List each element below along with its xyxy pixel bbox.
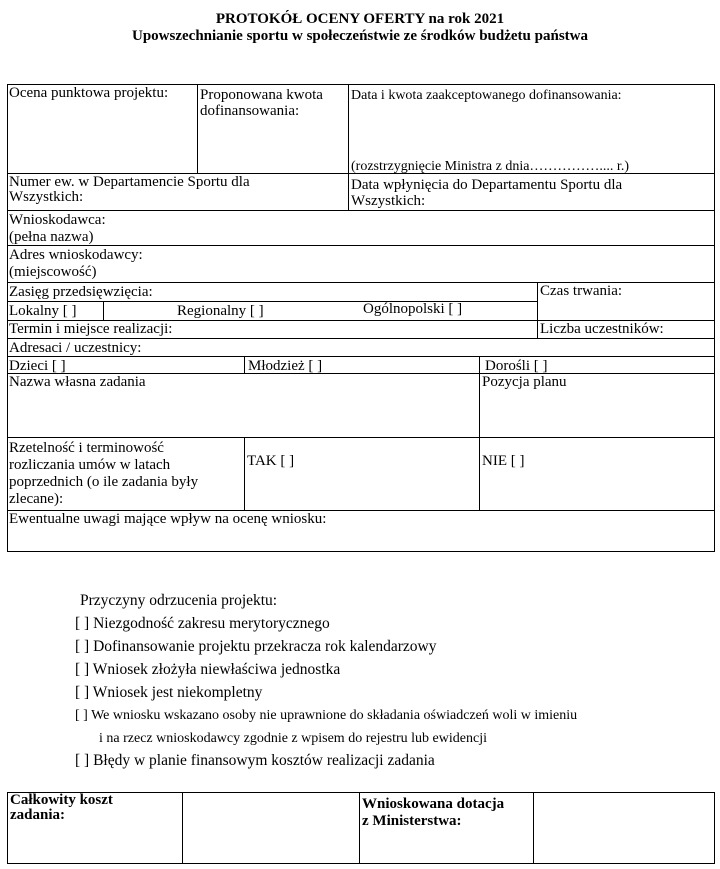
row-divider xyxy=(7,356,715,357)
col-divider xyxy=(197,84,198,173)
rzetelnosc-label-line: rozliczania umów w latach xyxy=(9,457,171,473)
pozycja-planu-label: Pozycja planu xyxy=(482,374,567,390)
col-divider xyxy=(537,282,538,338)
dzieci-checkbox[interactable]: Dzieci [ ] xyxy=(9,358,66,374)
reason-item[interactable]: [ ] Dofinansowanie projektu przekracza rok kalendarzowy xyxy=(75,638,437,655)
rzetelnosc-label-line: zlecane): xyxy=(9,491,64,507)
calkowity-koszt-label: Całkowity koszt xyxy=(10,792,113,808)
rejection-reasons-heading: Przyczyny odrzucenia projektu: xyxy=(80,592,278,609)
reason-item[interactable]: [ ] We wniosku wskazano osoby nie uprawnione do składania oświadczeń woli w imieniu xyxy=(75,708,578,723)
reason-item-continuation: i na rzecz wnioskodawcy zgodnie z wpisem do rejestru lub ewidencji xyxy=(99,731,487,746)
col-divider xyxy=(479,437,480,510)
ogolnopolski-checkbox[interactable]: Ogólnopolski [ ] xyxy=(363,301,463,317)
col-divider xyxy=(182,792,183,864)
col-divider xyxy=(244,437,245,510)
calkowity-koszt-label-cont: zadania: xyxy=(10,807,66,823)
adres-label: Adres wnioskodawcy: xyxy=(9,247,143,263)
ocena-punktowa-label: Ocena punktowa projektu: xyxy=(9,85,169,101)
liczba-uczestnikow-label: Liczba uczestników: xyxy=(540,321,664,337)
data-wplyniecia-label-cont: Wszystkich: xyxy=(351,193,426,209)
uwagi-label: Ewentualne uwagi mające wpływ na ocenę wniosku: xyxy=(9,511,327,527)
rzetelnosc-label-line: poprzednich (o ile zadania były xyxy=(9,474,199,490)
proponowana-kwota-label: Proponowana kwota xyxy=(200,87,323,103)
nazwa-zadania-label: Nazwa własna zadania xyxy=(9,374,146,390)
data-kwota-label: Data i kwota zaakceptowanego dofinansowania: xyxy=(351,88,622,103)
numer-ewidencyjny-label-cont: Wszystkich: xyxy=(9,189,84,205)
row-divider xyxy=(7,338,715,339)
col-divider xyxy=(244,356,245,373)
col-divider xyxy=(359,792,360,864)
termin-label: Termin i miejsce realizacji: xyxy=(9,321,173,337)
tak-checkbox[interactable]: TAK [ ] xyxy=(247,453,295,469)
dorosli-checkbox[interactable]: Dorośli [ ] xyxy=(485,358,548,374)
cost-table xyxy=(7,792,715,864)
document-subtitle: Upowszechnianie sportu w społeczeństwie ze środków budżetu państwa xyxy=(132,28,588,44)
wnioskodawca-label: Wnioskodawca: xyxy=(9,212,106,228)
col-divider xyxy=(103,301,104,320)
col-divider xyxy=(479,356,480,437)
row-divider xyxy=(7,437,715,438)
wnioskowana-dotacja-label: Wnioskowana dotacja xyxy=(362,796,505,812)
zasieg-label: Zasięg przedsięwzięcia: xyxy=(9,284,153,300)
document-title: PROTOKÓŁ OCENY OFERTY na rok 2021 xyxy=(215,11,505,27)
czas-trwania-label: Czas trwania: xyxy=(540,283,623,299)
reason-item[interactable]: [ ] Wniosek jest niekompletny xyxy=(75,684,263,701)
adresaci-label: Adresaci / uczestnicy: xyxy=(9,340,142,356)
reason-item[interactable]: [ ] Niezgodność zakresu merytorycznego xyxy=(75,615,330,632)
reason-item[interactable]: [ ] Błędy w planie finansowym kosztów realizacji zadania xyxy=(75,752,435,769)
reason-item[interactable]: [ ] Wniosek złożyła niewłaściwa jednostka xyxy=(75,661,341,678)
wnioskodawca-hint: (pełna nazwa) xyxy=(9,229,94,245)
row-divider xyxy=(7,245,715,246)
regionalny-checkbox[interactable]: Regionalny [ ] xyxy=(177,303,264,319)
numer-ewidencyjny-label: Numer ew. w Departamencie Sportu dla xyxy=(9,174,250,190)
nie-checkbox[interactable]: NIE [ ] xyxy=(482,453,525,469)
col-divider xyxy=(533,792,534,864)
wnioskowana-dotacja-label-cont: z Ministerstwa: xyxy=(362,813,462,829)
row-divider xyxy=(7,210,715,211)
col-divider xyxy=(348,84,349,210)
rozstrzygniecie-label: (rozstrzygnięcie Ministra z dnia…………….... r.) xyxy=(351,159,629,174)
adres-hint: (miejscowość) xyxy=(9,264,97,280)
mlodziez-checkbox[interactable]: Młodzież [ ] xyxy=(248,358,323,374)
data-wplyniecia-label: Data wpłynięcia do Departamentu Sportu dla xyxy=(351,177,623,193)
proponowana-kwota-label-cont: dofinansowania: xyxy=(200,103,300,119)
lokalny-checkbox[interactable]: Lokalny [ ] xyxy=(9,303,77,319)
rzetelnosc-label-line: Rzetelność i terminowość xyxy=(9,440,164,456)
